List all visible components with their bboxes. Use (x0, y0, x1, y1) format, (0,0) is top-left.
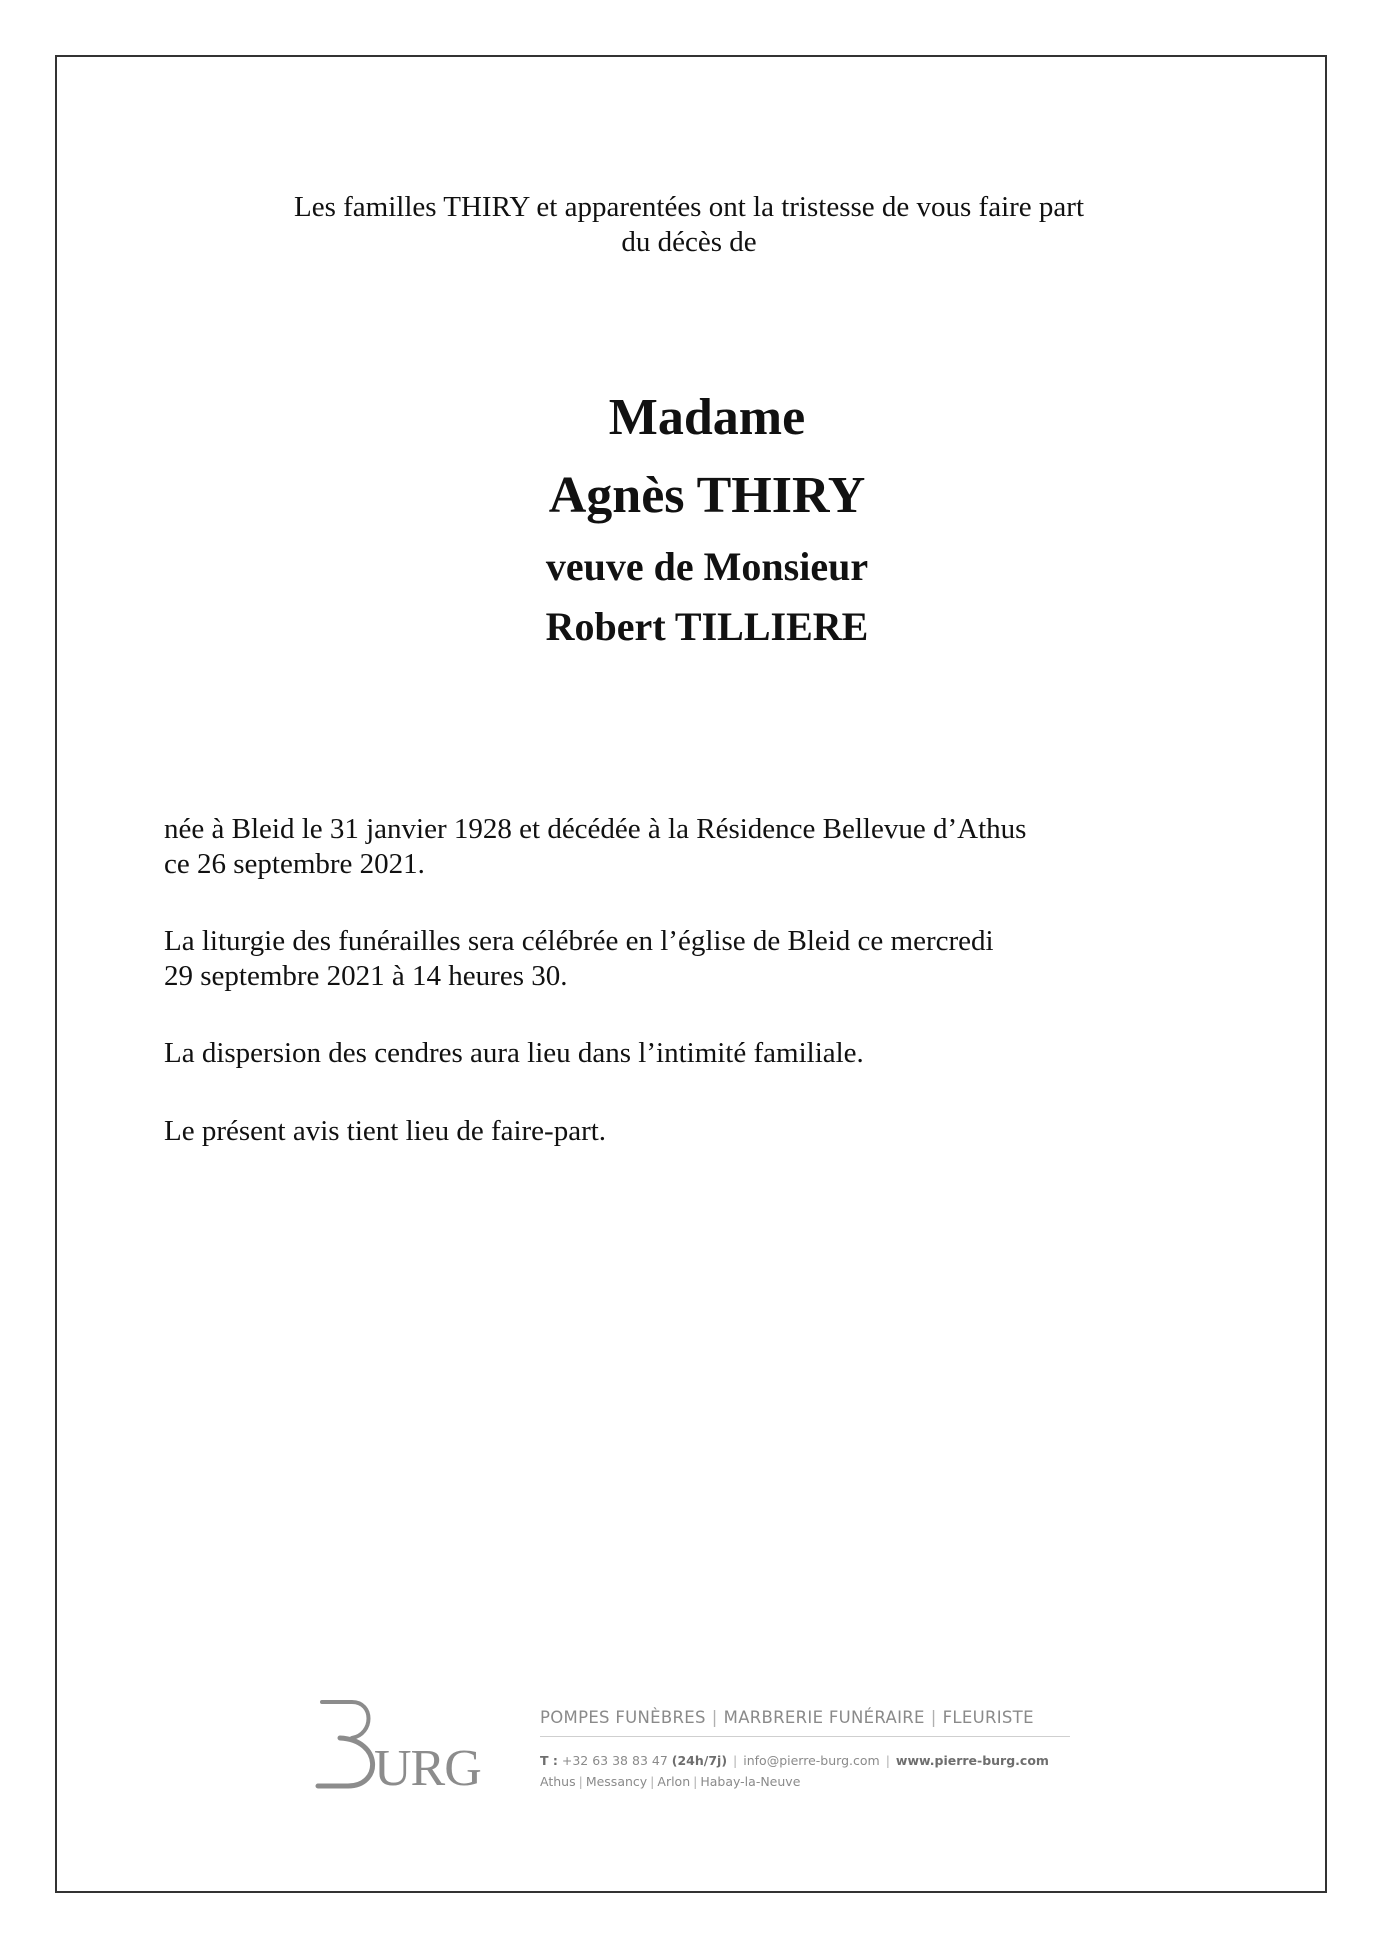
birth-death-line-2: ce 26 septembre 2021. (164, 848, 425, 880)
footer-info (540, 1708, 1070, 1789)
notice-paragraph (164, 1114, 1264, 1149)
ashes-paragraph (164, 1036, 1264, 1071)
deceased-name: Agnès THIRY (548, 467, 866, 524)
spouse-name: Robert TILLIERE (545, 604, 869, 649)
service-funeral: POMPES FUNÈBRES (540, 1708, 706, 1727)
liturgy-line-1: La liturgie des funérailles sera célébrée en l’église de Bleid ce mercredi (164, 925, 994, 957)
contact-line (540, 1753, 1070, 1768)
svg-text:URG: URG (374, 1740, 481, 1797)
ashes-line: La dispersion des cendres aura lieu dans l’intimité familiale. (164, 1037, 864, 1069)
separator: | (733, 1753, 738, 1768)
intro-line-1: Les familles THIRY et apparentées ont la tristesse de vous faire part (294, 191, 1084, 223)
birth-death-line-1: née à Bleid le 31 janvier 1928 et décédée à la Résidence Bellevue d’Athus (164, 813, 1027, 845)
town-arlon: Arlon (657, 1774, 691, 1789)
liturgy-paragraph (164, 924, 1264, 994)
email-link[interactable]: info@pierre-burg.com (743, 1753, 880, 1768)
towns-line (540, 1774, 1070, 1789)
intro-text (0, 190, 1378, 260)
town-messancy: Messancy (585, 1774, 648, 1789)
phone-hours: (24h/7j) (671, 1753, 728, 1768)
separator: | (693, 1774, 698, 1789)
separator: | (930, 1708, 937, 1727)
website-link[interactable]: www.pierre-burg.com (895, 1753, 1049, 1768)
burg-logo (312, 1688, 502, 1798)
separator: | (578, 1774, 583, 1789)
liturgy-line-2: 29 septembre 2021 à 14 heures 30. (164, 960, 568, 992)
deceased-relation: veuve de Monsieur (545, 544, 869, 589)
separator: | (885, 1753, 890, 1768)
separator: | (711, 1708, 718, 1727)
services-line (540, 1708, 1070, 1737)
town-habay: Habay-la-Neuve (700, 1774, 801, 1789)
separator: | (650, 1774, 655, 1789)
service-florist: FLEURISTE (942, 1708, 1034, 1727)
notice-line: Le présent avis tient lieu de faire-part. (164, 1115, 607, 1147)
phone-label: T : (540, 1753, 558, 1768)
service-masonry: MARBRERIE FUNÉRAIRE (723, 1708, 925, 1727)
birth-death-paragraph (164, 812, 1264, 882)
deceased-title: Madame (608, 389, 806, 446)
phone-number: +32 63 38 83 47 (561, 1753, 668, 1768)
town-athus: Athus (540, 1774, 576, 1789)
intro-line-2: du décès de (621, 226, 757, 258)
